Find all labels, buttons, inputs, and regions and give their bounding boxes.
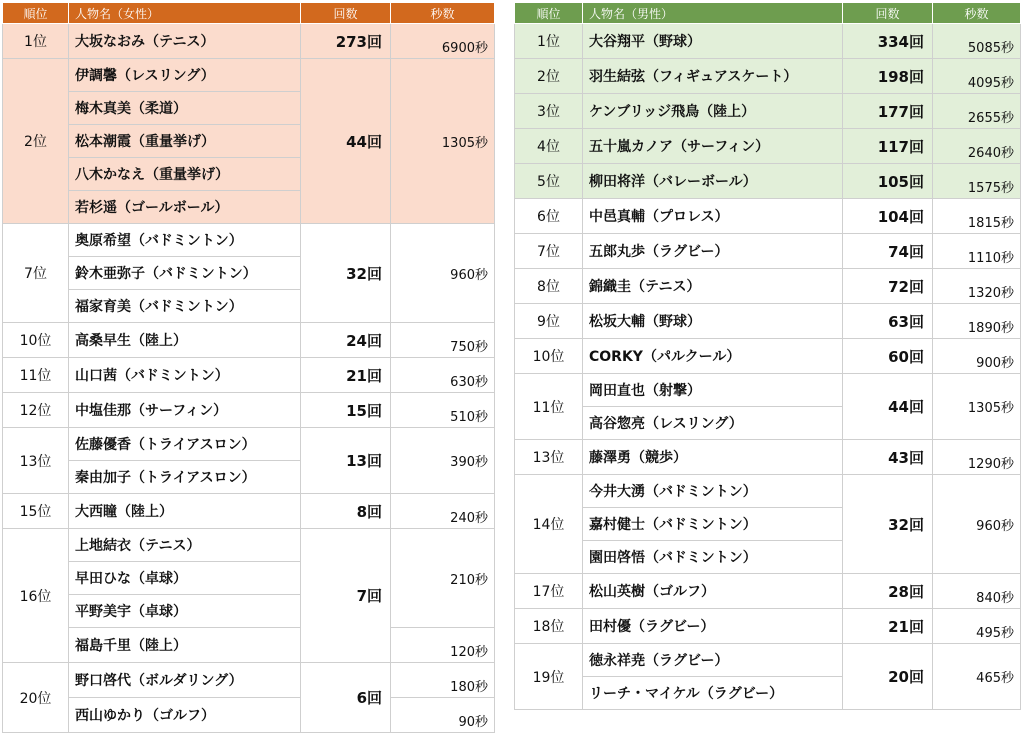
seconds-cell: 1890秒	[933, 304, 1021, 339]
name-cell: 八木かなえ（重量挙げ）	[69, 158, 301, 191]
name-cell: 羽生結弦（フィギュアスケート）	[583, 59, 843, 94]
name-cell: CORKY（パルクール）	[583, 339, 843, 374]
rank-cell: 5位	[515, 164, 583, 199]
table-row	[3, 59, 495, 92]
count-cell: 72回	[843, 269, 933, 304]
count-cell: 7回	[301, 529, 391, 663]
rank-cell: 19位	[515, 644, 583, 710]
seconds-cell: 1290秒	[933, 440, 1021, 475]
seconds-cell: 960秒	[391, 224, 495, 323]
table-row	[3, 224, 495, 257]
rank-cell: 13位	[3, 428, 69, 494]
name-cell: 岡田直也（射撃）	[583, 374, 843, 407]
header-row	[3, 3, 495, 24]
count-cell: 20回	[843, 644, 933, 710]
seconds-cell: 180秒	[391, 663, 495, 698]
seconds-cell: 120秒	[391, 628, 495, 663]
header-seconds: 秒数	[933, 3, 1021, 24]
seconds-cell: 750秒	[391, 323, 495, 358]
rank-cell: 9位	[515, 304, 583, 339]
seconds-cell: 960秒	[933, 475, 1021, 574]
name-cell: 柳田将洋（バレーボール）	[583, 164, 843, 199]
seconds-cell: 900秒	[933, 339, 1021, 374]
seconds-cell: 465秒	[933, 644, 1021, 710]
male-ranking-table	[514, 2, 1021, 710]
name-cell: 五郎丸歩（ラグビー）	[583, 234, 843, 269]
seconds-cell: 1320秒	[933, 269, 1021, 304]
table-row	[515, 644, 1021, 677]
seconds-cell: 495秒	[933, 609, 1021, 644]
rank-cell: 10位	[3, 323, 69, 358]
rank-cell: 11位	[3, 358, 69, 393]
female-rows	[3, 24, 495, 733]
name-cell: 今井大湧（バドミントン）	[583, 475, 843, 508]
count-cell: 105回	[843, 164, 933, 199]
header-name: 人物名（女性）	[69, 3, 301, 24]
rank-cell: 1位	[515, 24, 583, 59]
seconds-cell: 6900秒	[391, 24, 495, 59]
table-row	[3, 698, 495, 733]
seconds-cell: 1815秒	[933, 199, 1021, 234]
count-cell: 273回	[301, 24, 391, 59]
header-name: 人物名（男性）	[583, 3, 843, 24]
seconds-cell: 840秒	[933, 574, 1021, 609]
count-cell: 32回	[843, 475, 933, 574]
count-cell: 15回	[301, 393, 391, 428]
table-row	[515, 269, 1021, 304]
seconds-cell: 1575秒	[933, 164, 1021, 199]
header-rank: 順位	[3, 3, 69, 24]
table-row	[515, 574, 1021, 609]
rank-cell: 15位	[3, 494, 69, 529]
count-cell: 63回	[843, 304, 933, 339]
rank-cell: 4位	[515, 129, 583, 164]
name-cell: リーチ・マイケル（ラグビー）	[583, 677, 843, 710]
table-row	[515, 374, 1021, 407]
seconds-cell: 90秒	[391, 698, 495, 733]
name-cell: 五十嵐カノア（サーフィン）	[583, 129, 843, 164]
rank-cell: 3位	[515, 94, 583, 129]
name-cell: 福家育美（バドミントン）	[69, 290, 301, 323]
count-cell: 198回	[843, 59, 933, 94]
name-cell: 高谷惣亮（レスリング）	[583, 407, 843, 440]
name-cell: 高桑早生（陸上）	[69, 323, 301, 358]
name-cell: 若杉遥（ゴールボール）	[69, 191, 301, 224]
table-row	[3, 428, 495, 461]
table-row	[3, 24, 495, 59]
count-cell: 43回	[843, 440, 933, 475]
name-cell: 大谷翔平（野球）	[583, 24, 843, 59]
rank-cell: 2位	[3, 59, 69, 224]
name-cell: 福島千里（陸上）	[69, 628, 301, 663]
count-cell: 177回	[843, 94, 933, 129]
count-cell: 13回	[301, 428, 391, 494]
rank-cell: 18位	[515, 609, 583, 644]
female-ranking-table	[2, 2, 495, 733]
table-row	[3, 393, 495, 428]
seconds-cell: 1305秒	[391, 59, 495, 224]
name-cell: 奥原希望（バドミントン）	[69, 224, 301, 257]
name-cell: 秦由加子（トライアスロン）	[69, 461, 301, 494]
table-row	[3, 529, 495, 562]
header-rank: 順位	[515, 3, 583, 24]
seconds-cell: 2640秒	[933, 129, 1021, 164]
count-cell: 21回	[843, 609, 933, 644]
seconds-cell: 210秒	[391, 529, 495, 628]
rank-cell: 16位	[3, 529, 69, 663]
count-cell: 60回	[843, 339, 933, 374]
count-cell: 74回	[843, 234, 933, 269]
seconds-cell: 240秒	[391, 494, 495, 529]
count-cell: 117回	[843, 129, 933, 164]
rank-cell: 17位	[515, 574, 583, 609]
rank-cell: 20位	[3, 663, 69, 733]
count-cell: 44回	[301, 59, 391, 224]
name-cell: 早田ひな（卓球）	[69, 562, 301, 595]
name-cell: 松本潮霞（重量挙げ）	[69, 125, 301, 158]
rank-cell: 8位	[515, 269, 583, 304]
table-row	[3, 663, 495, 698]
rank-cell: 1位	[3, 24, 69, 59]
name-cell: 上地結衣（テニス）	[69, 529, 301, 562]
name-cell: 園田啓悟（バドミントン）	[583, 541, 843, 574]
table-row	[515, 234, 1021, 269]
rank-cell: 6位	[515, 199, 583, 234]
count-cell: 8回	[301, 494, 391, 529]
header-count: 回数	[843, 3, 933, 24]
rank-cell: 11位	[515, 374, 583, 440]
name-cell: 大西瞳（陸上）	[69, 494, 301, 529]
rank-cell: 14位	[515, 475, 583, 574]
table-row	[515, 609, 1021, 644]
seconds-cell: 510秒	[391, 393, 495, 428]
name-cell: 野口啓代（ボルダリング）	[69, 663, 301, 698]
name-cell: 西山ゆかり（ゴルフ）	[69, 698, 301, 733]
count-cell: 32回	[301, 224, 391, 323]
rank-cell: 7位	[3, 224, 69, 323]
count-cell: 104回	[843, 199, 933, 234]
table-row	[515, 59, 1021, 94]
table-row	[3, 358, 495, 393]
name-cell: 藤澤勇（競歩）	[583, 440, 843, 475]
header-seconds: 秒数	[391, 3, 495, 24]
rank-cell: 13位	[515, 440, 583, 475]
table-row	[3, 323, 495, 358]
count-cell: 21回	[301, 358, 391, 393]
name-cell: 山口茜（バドミントン）	[69, 358, 301, 393]
table-row	[3, 494, 495, 529]
header-row	[515, 3, 1021, 24]
name-cell: 錦織圭（テニス）	[583, 269, 843, 304]
name-cell: 中邑真輔（プロレス）	[583, 199, 843, 234]
name-cell: 松坂大輔（野球）	[583, 304, 843, 339]
count-cell: 28回	[843, 574, 933, 609]
name-cell: 松山英樹（ゴルフ）	[583, 574, 843, 609]
name-cell: 大坂なおみ（テニス）	[69, 24, 301, 59]
rank-cell: 2位	[515, 59, 583, 94]
header-count: 回数	[301, 3, 391, 24]
seconds-cell: 5085秒	[933, 24, 1021, 59]
table-row	[515, 440, 1021, 475]
table-row	[515, 24, 1021, 59]
count-cell: 334回	[843, 24, 933, 59]
table-row	[515, 199, 1021, 234]
seconds-cell: 2655秒	[933, 94, 1021, 129]
table-row	[515, 94, 1021, 129]
count-cell: 24回	[301, 323, 391, 358]
name-cell: 梅木真美（柔道）	[69, 92, 301, 125]
rank-cell: 12位	[3, 393, 69, 428]
seconds-cell: 630秒	[391, 358, 495, 393]
table-row	[515, 475, 1021, 508]
name-cell: 伊調馨（レスリング）	[69, 59, 301, 92]
seconds-cell: 1305秒	[933, 374, 1021, 440]
name-cell: 佐藤優香（トライアスロン）	[69, 428, 301, 461]
count-cell: 6回	[301, 663, 391, 733]
table-row	[3, 628, 495, 663]
male-rows	[515, 24, 1021, 710]
name-cell: 鈴木亜弥子（バドミントン）	[69, 257, 301, 290]
name-cell: 田村優（ラグビー）	[583, 609, 843, 644]
rank-cell: 7位	[515, 234, 583, 269]
name-cell: 徳永祥尭（ラグビー）	[583, 644, 843, 677]
name-cell: ケンブリッジ飛鳥（陸上）	[583, 94, 843, 129]
table-row	[515, 304, 1021, 339]
table-row	[515, 129, 1021, 164]
table-row	[515, 164, 1021, 199]
table-row	[515, 339, 1021, 374]
name-cell: 中塩佳那（サーフィン）	[69, 393, 301, 428]
rank-cell: 10位	[515, 339, 583, 374]
seconds-cell: 1110秒	[933, 234, 1021, 269]
count-cell: 44回	[843, 374, 933, 440]
name-cell: 平野美宇（卓球）	[69, 595, 301, 628]
name-cell: 嘉村健士（バドミントン）	[583, 508, 843, 541]
seconds-cell: 4095秒	[933, 59, 1021, 94]
seconds-cell: 390秒	[391, 428, 495, 494]
